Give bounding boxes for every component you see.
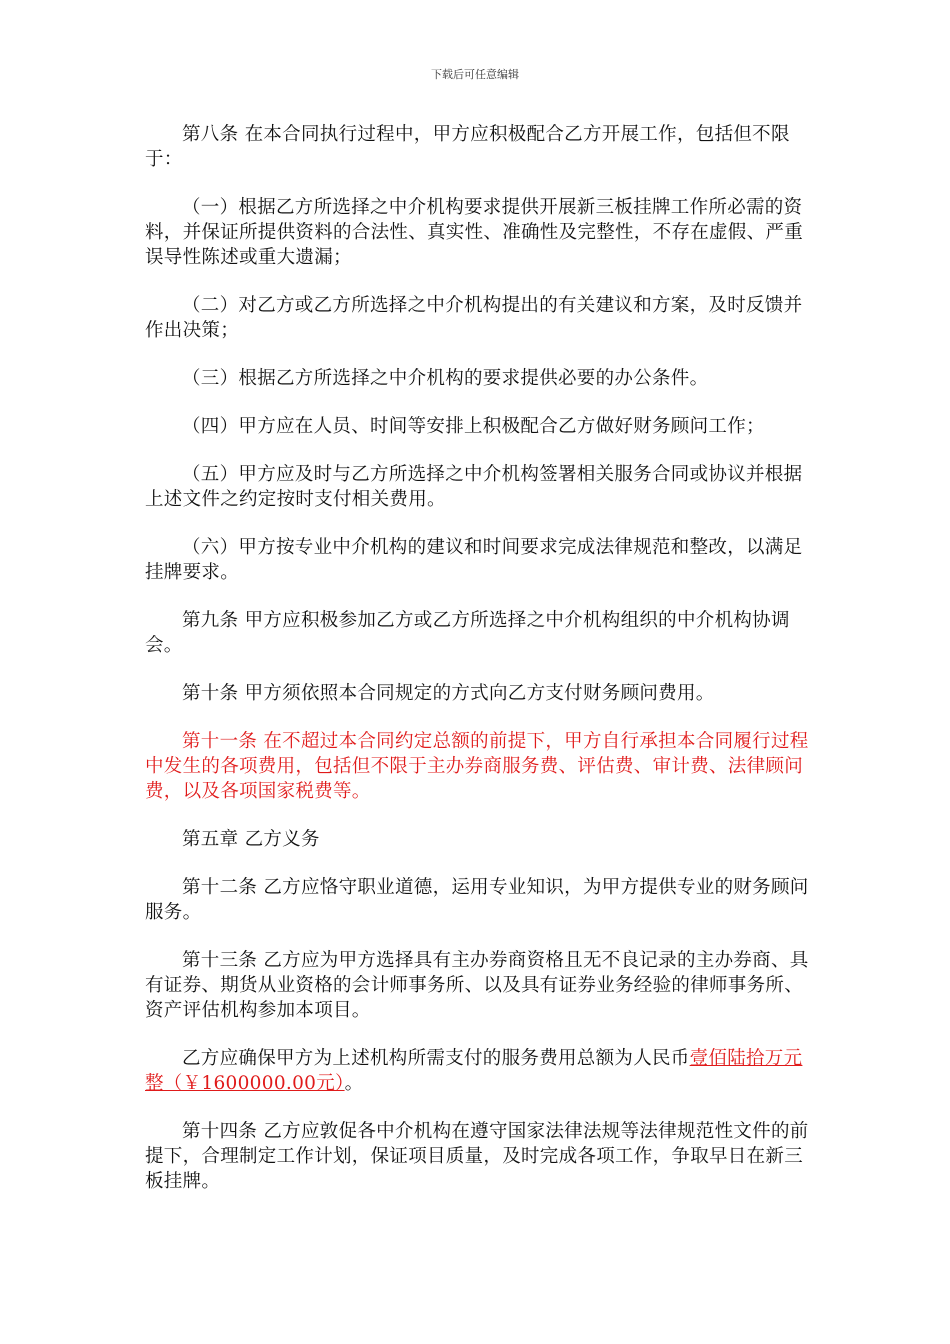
article-14: 第十四条 乙方应敦促各中介机构在遵守国家法律法规等法律规范性文件的前提下，合理制定工作计划，保证项目质量，及时完成各项工作，争取早日在新三板挂牌。 [145, 1121, 809, 1192]
fee-clause-end: 。 [344, 1073, 364, 1094]
article-13-fee-clause [145, 1046, 810, 1096]
page-header: 下载后可任意编辑 [431, 68, 519, 81]
article-8-item-6: （六）甲方按专业中介机构的建议和时间要求完成法律规范和整改，以满足挂牌要求。 [145, 537, 803, 583]
article-8: 第八条 在本合同执行过程中，甲方应积极配合乙方开展工作，包括但不限于： [145, 124, 790, 170]
contract-body [145, 122, 810, 1217]
article-10: 第十条 甲方须依照本合同规定的方式向乙方支付财务顾问费用。 [182, 683, 715, 704]
article-8-item-5: （五）甲方应及时与乙方所选择之中介机构签署相关服务合同或协议并根据上述文件之约定按时支付相关费用。 [145, 464, 803, 510]
fee-clause-text: 乙方应确保甲方为上述机构所需支付的服务费用总额为人民币 [182, 1048, 690, 1069]
article-8-item-1: （一）根据乙方所选择之中介机构要求提供开展新三板挂牌工作所必需的资料，并保证所提供资料的合法性、真实性、准确性及完整性，不存在虚假、严重误导性陈述或重大遗漏； [145, 197, 804, 268]
article-9: 第九条 甲方应积极参加乙方或乙方所选择之中介机构组织的中介机构协调会。 [145, 610, 790, 656]
article-8-item-4: （四）甲方应在人员、时间等安排上积极配合乙方做好财务顾问工作； [182, 416, 765, 437]
article-12: 第十二条 乙方应恪守职业道德，运用专业知识，为甲方提供专业的财务顾问服务。 [145, 877, 809, 923]
article-13: 第十三条 乙方应为甲方选择具有主办券商资格且无不良记录的主办券商、具有证券、期货从业资格的会计师事务所、以及具有证券业务经验的律师事务所、资产评估机构参加本项目。 [145, 950, 809, 1021]
chapter-5-heading: 第五章 乙方义务 [182, 829, 320, 850]
fee-amount: 壹佰陆拾万元整（￥1600000.00元） [145, 1048, 803, 1094]
article-8-item-3: （三）根据乙方所选择之中介机构的要求提供必要的办公条件。 [182, 368, 709, 389]
article-8-item-2: （二）对乙方或乙方所选择之中介机构提出的有关建议和方案，及时反馈并作出决策； [145, 295, 803, 341]
article-11: 第十一条 在不超过本合同约定总额的前提下，甲方自行承担本合同履行过程中发生的各项费用，包括但不限于主办券商服务费、评估费、审计费、法律顾问费，以及各项国家税费等。 [145, 731, 809, 802]
